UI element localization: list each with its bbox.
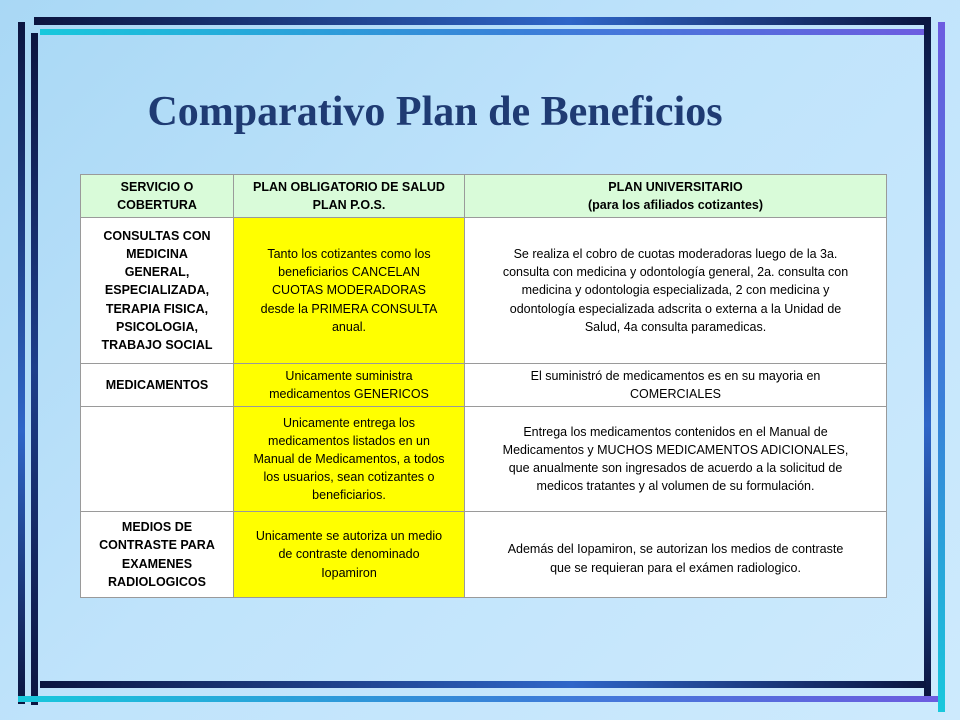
cell-line: GENERAL, (124, 265, 190, 280)
pos-medicamentos-genericos (234, 364, 465, 407)
cell-line: MEDICINA (126, 247, 188, 262)
header-univ-line: (para los afiliados cotizantes) (587, 198, 764, 212)
header-servicio (81, 175, 234, 218)
cell-line: TRABAJO SOCIAL (101, 337, 213, 352)
header-pos (234, 175, 465, 218)
table-row-consultas (81, 218, 887, 364)
cell-line: medicamentos GENERICOS (269, 387, 429, 401)
cell-line: que anualmente son ingresados de acuerdo a la solicitud de (508, 461, 843, 475)
cell-line: CONSULTAS CON (103, 229, 211, 244)
cell-line: odontología especializada adscrita o externa a la Unidad de (509, 301, 842, 316)
cell-line: MEDIOS DE (121, 520, 193, 535)
cell-line: Unicamente suministra (285, 368, 413, 383)
cell-line: beneficiarios. (312, 488, 386, 503)
cell-line: CUOTAS MODERADORAS (272, 283, 426, 298)
cell-line: Salud, 4a consulta paramedicas. (584, 319, 767, 334)
cell-line: Unicamente se autoriza un medio (255, 529, 443, 544)
cell-line: PSICOLOGIA, (116, 319, 198, 334)
cell-line: anual. (331, 319, 367, 334)
cell-line: consulta con medicina y odontología general, 2a. consulta con (502, 265, 849, 280)
header-row (81, 175, 887, 218)
cell-line: medicina y odontologia especializada, 2 con medicina y (521, 283, 830, 298)
service-medicamentos-empty (81, 407, 234, 512)
cell-line: ESPECIALIZADA, (104, 283, 210, 298)
service-medios (81, 512, 234, 598)
cell-line: los usuarios, sean cotizantes o (263, 470, 435, 485)
pos-medicamentos-listados (234, 407, 465, 512)
cell-line: MEDICAMENTOS (105, 377, 209, 392)
frame-bottom-cyan-bar (18, 696, 938, 702)
cell-line: desde la PRIMERA CONSULTA (260, 301, 438, 316)
frame-right-dark-bar (924, 17, 931, 697)
univ-medios (465, 512, 887, 598)
cell-line: Medicamentos y MUCHOS MEDICAMENTOS ADICIONALES, (502, 442, 849, 457)
cell-line: TERAPIA FISICA, (105, 301, 209, 316)
cell-line: medicamentos listados en un (268, 433, 430, 448)
table-row-medicamentos-a (81, 364, 887, 407)
pos-consultas (234, 218, 465, 364)
frame-top-dark-bar (34, 17, 926, 25)
table-row-medios (81, 512, 887, 598)
cell-line: que se requieran para el exámen radiologico. (550, 560, 801, 575)
univ-medicamentos-comerciales (465, 364, 887, 407)
header-pos-line: PLAN P.O.S. (312, 198, 386, 212)
cell-line: El suministró de medicamentos es en su mayoria en (530, 368, 821, 383)
frame-top-cyan-bar (40, 29, 924, 35)
cell-line: RADIOLOGICOS (108, 574, 206, 589)
cell-line: Además del Iopamiron, se autorizan los medios de contraste (507, 542, 844, 557)
frame-bottom-dark-bar (40, 681, 926, 688)
slide-title: Comparativo Plan de Beneficios (147, 89, 723, 135)
service-consultas (81, 218, 234, 364)
univ-consultas (465, 218, 887, 364)
cell-line: Iopamiron (321, 565, 377, 580)
cell-line: Entrega los medicamentos contenidos en el Manual de (523, 424, 828, 439)
univ-medicamentos-adicionales (465, 407, 887, 512)
service-medicamentos (81, 364, 234, 407)
header-pos-line: PLAN OBLIGATORIO DE SALUD (253, 179, 445, 194)
cell-line: beneficiarios CANCELAN (278, 265, 420, 280)
header-universitario (465, 175, 887, 218)
table-row-medicamentos-b (81, 407, 887, 512)
cell-line: Tanto los cotizantes como los (267, 247, 431, 262)
pos-medios (234, 512, 465, 598)
cell-line: COMERCIALES (630, 387, 721, 401)
comparison-table (80, 174, 887, 598)
cell-line: EXAMENES (121, 556, 193, 571)
cell-line: Unicamente entrega los (282, 415, 416, 430)
frame-right-purple-bar (938, 22, 945, 712)
cell-line: medicos tratantes y al volumen de su formulación. (536, 479, 815, 494)
cell-line: de contraste denominado (278, 547, 420, 562)
cell-line: Se realiza el cobro de cuotas moderadoras luego de la 3a. (513, 247, 838, 262)
header-servicio-line: COBERTURA (117, 198, 197, 212)
cell-line: CONTRASTE PARA (99, 538, 215, 553)
cell-line: Manual de Medicamentos, a todos (253, 451, 445, 466)
header-servicio-line: SERVICIO O (120, 179, 194, 194)
header-univ-line: PLAN UNIVERSITARIO (608, 179, 743, 194)
